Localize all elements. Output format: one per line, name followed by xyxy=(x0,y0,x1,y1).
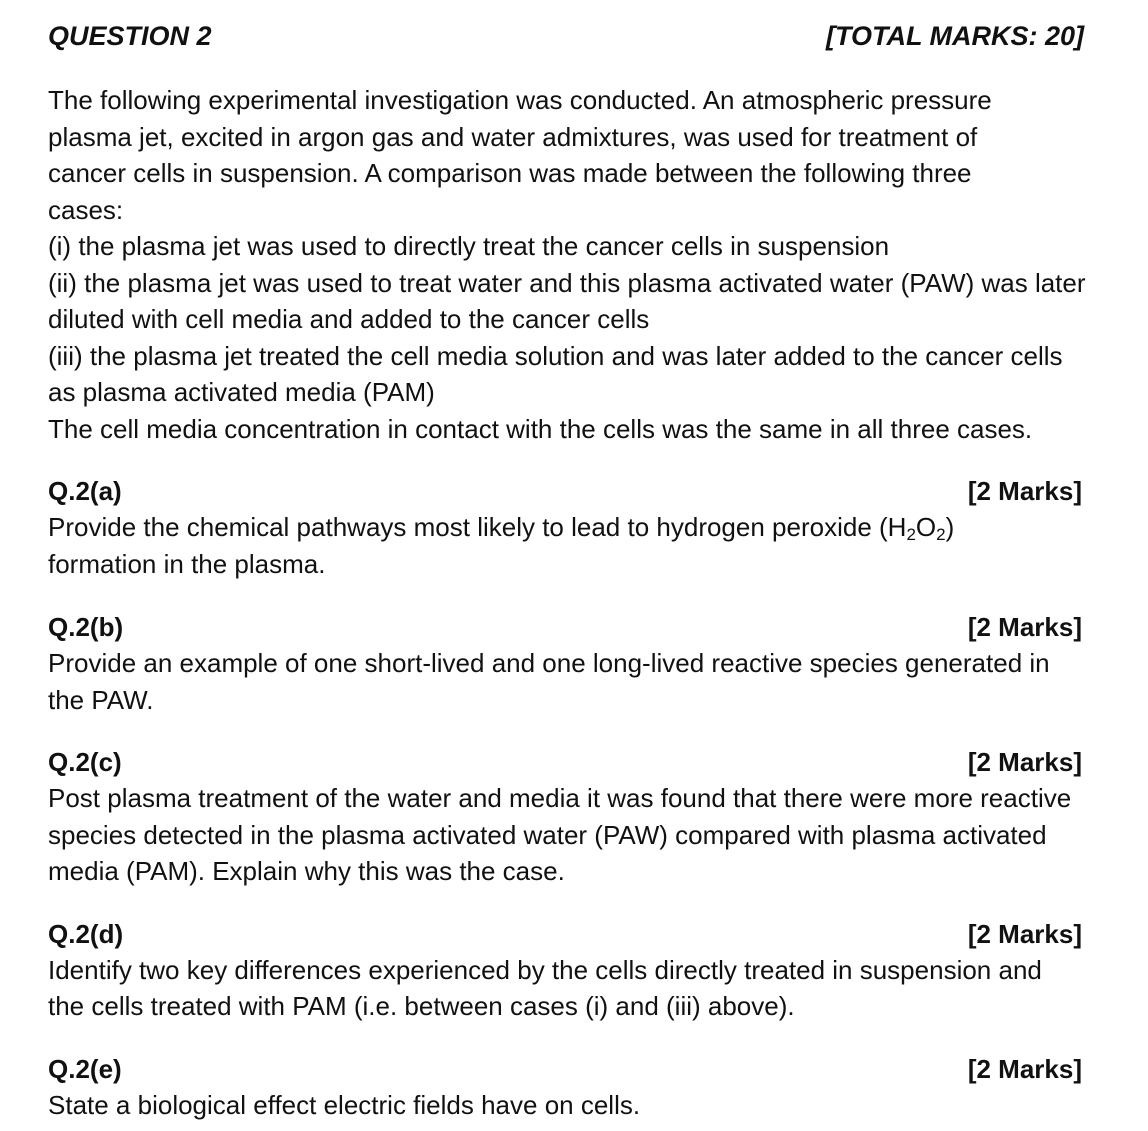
case-iii: (iii) the plasma jet treated the cell media solution and was later added to the cancer cells as plasma activated media (PAM) xyxy=(48,340,1063,407)
case-i: (i) the plasma jet was used to directly treat the cancer cells in suspension xyxy=(48,231,890,261)
question-marks: [2 Marks] xyxy=(967,747,1082,777)
question-2a xyxy=(48,473,1082,582)
question-heading xyxy=(48,1051,1082,1087)
question-marks: [2 Marks] xyxy=(967,612,1082,642)
question-2b xyxy=(48,609,1082,718)
question-text: Identify two key differences experienced by the cells directly treated in suspension and the cells treated with PAM (i.e. between cases (i) and (iii) above). xyxy=(48,954,1042,1021)
question-2c xyxy=(48,744,1082,890)
question-2d xyxy=(48,916,1082,1025)
question-label: Q.2(b) xyxy=(48,612,124,642)
total-marks: [TOTAL MARKS: 20] xyxy=(825,21,1084,51)
question-heading xyxy=(48,916,1082,952)
question-heading xyxy=(48,609,1082,645)
question-heading xyxy=(48,473,1082,509)
question-marks: [2 Marks] xyxy=(967,1053,1082,1084)
question-text: State a biological effect electric fields have on cells. xyxy=(48,1089,641,1120)
question-text: Provide an example of one short-lived and one long-lived reactive species generated in the PAW. xyxy=(48,648,1050,715)
question-2e xyxy=(48,1051,1082,1124)
question-marks: [2 Marks] xyxy=(967,476,1082,506)
intro-paragraph: The following experimental investigation was conducted. An atmospheric pressure plasma jet, excited in argon gas and water admixtures, was used for treatment of cancer cells in suspension. A comparison was made between the following three cases: xyxy=(48,85,992,225)
question-label: Q.2(d) xyxy=(48,918,124,949)
question-header xyxy=(48,18,1084,54)
question-marks: [2 Marks] xyxy=(967,918,1082,949)
question-text: Provide the chemical pathways most likely to lead to hydrogen peroxide $(H_2O_2)$ formation in the plasma. xyxy=(48,512,955,579)
intro-section xyxy=(48,82,1086,447)
intro-closing: The cell media concentration in contact with the cells was the same in all three cases. xyxy=(48,413,1033,444)
question-label: Q.2(e) xyxy=(48,1053,122,1084)
question-heading xyxy=(48,744,1082,780)
case-ii: (ii) the plasma jet was used to treat water and this plasma activated water (PAW) was later diluted with cell media and added to the cancer cells xyxy=(48,267,1086,334)
question-label: Q.2(a) xyxy=(48,476,122,506)
question-label: QUESTION 2 xyxy=(48,21,212,51)
question-label: Q.2(c) xyxy=(48,747,122,777)
question-text: Post plasma treatment of the water and media it was found that there were more reactive species detected in the plasma activated water (PAW) compared with plasma activated media (PAM). Explain why this was the case. xyxy=(48,783,1072,886)
